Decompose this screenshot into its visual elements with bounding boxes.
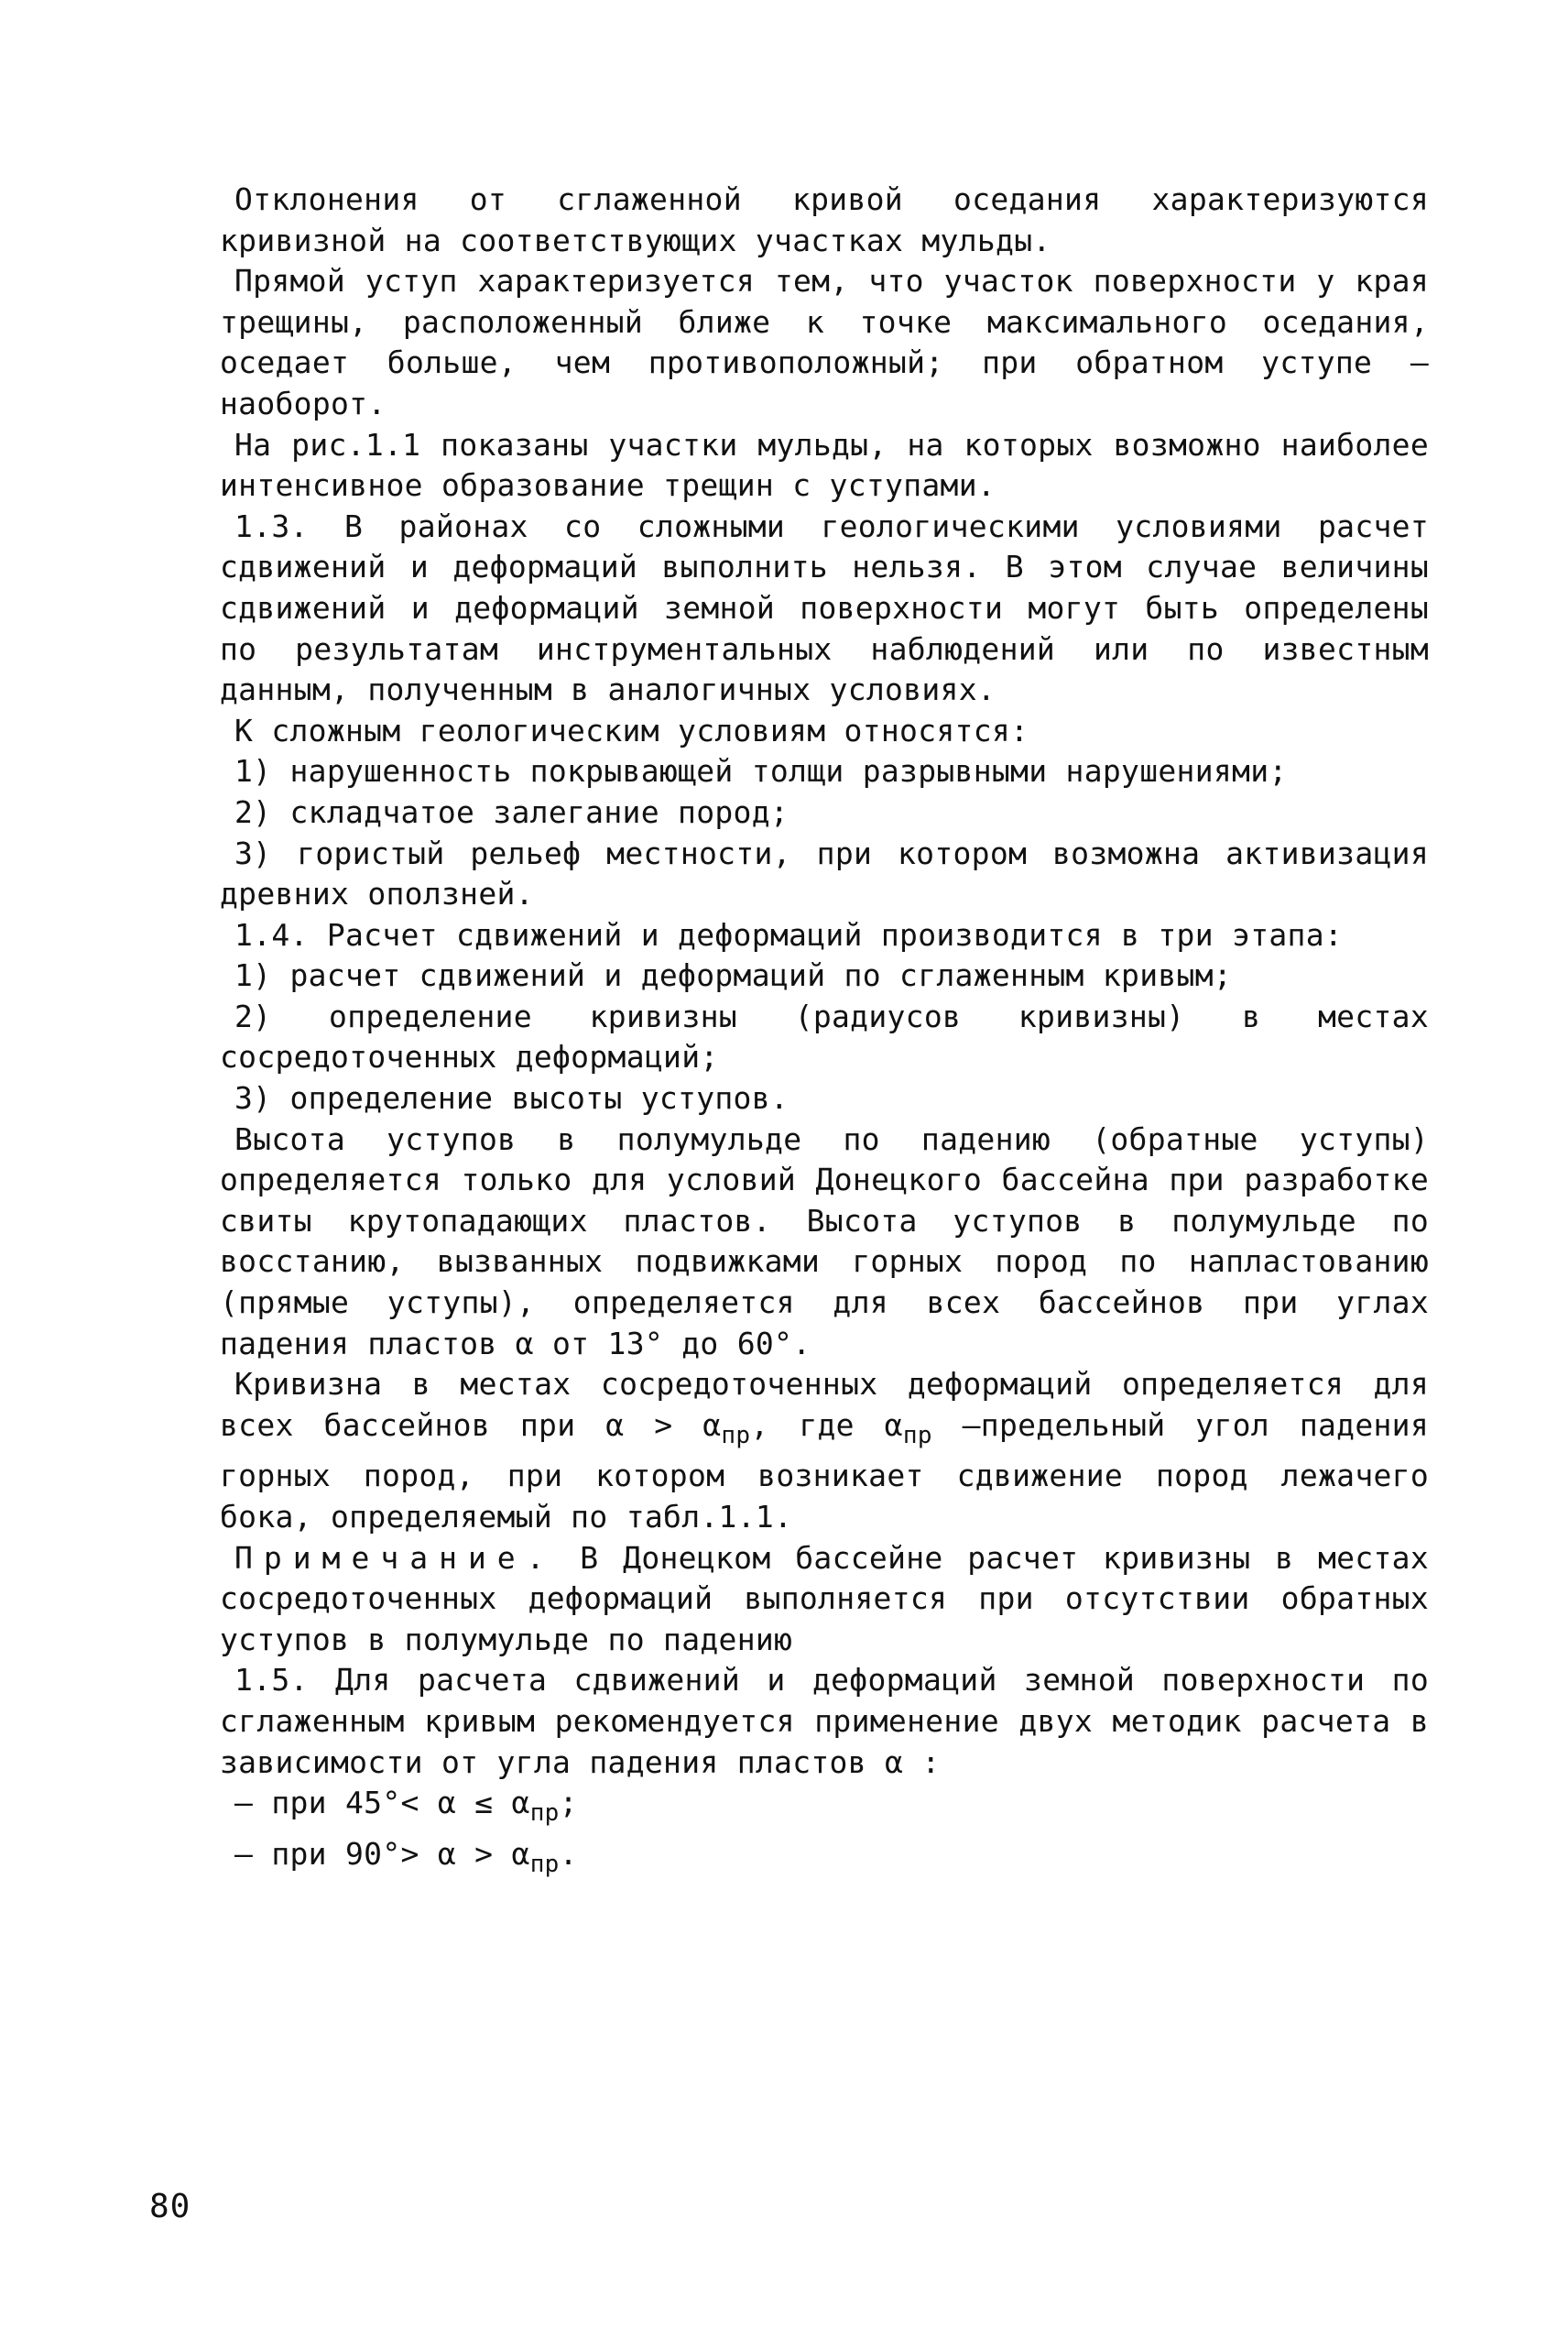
- list-item: 2) определение кривизны (радиусов кривизны) в местах сосредоточенных деформаций;: [220, 998, 1429, 1076]
- text-run: –предельный угол падения горных пород, при котором возникает сдвижение пород лежачего бока, определяемый по табл.1.1.: [220, 1406, 1429, 1535]
- list-item: 3) гористый рельеф местности, при котором возможна активизация древних оползней.: [220, 835, 1429, 912]
- text-run: – при 45°< α ≤ α: [234, 1785, 530, 1821]
- paragraph: 1.5. Для расчета сдвижений и деформаций земной поверхности по сглаженным кривым рекомендуется применение двух методик расчета в зависимости от угла падения пластов α :: [220, 1662, 1429, 1780]
- list-item: 1) нарушенность покрывающей толщи разрывными нарушениями;: [234, 753, 1288, 790]
- list-item: 3) определение высоты уступов.: [234, 1080, 789, 1117]
- note-text: В Донецком бассейне расчет кривизны в местах сосредоточенных деформаций выполняется при отсутствии обратных уступов в полумульде по падению: [220, 1539, 1429, 1657]
- paragraph: [220, 1364, 1429, 1537]
- subscript: пр: [529, 1850, 560, 1878]
- formula-line: [220, 1783, 1429, 1834]
- list-item: 1) расчет сдвижений и деформаций по сглаженным кривым;: [234, 957, 1233, 994]
- body-text: [220, 180, 1429, 1885]
- subscript: пр: [721, 1421, 751, 1449]
- page-number: 80: [149, 2188, 191, 2225]
- note-paragraph: [220, 1538, 1429, 1661]
- subscript: пр: [902, 1421, 932, 1449]
- text-run: , где α: [750, 1406, 903, 1443]
- text-run: – при 90°> α > α: [234, 1835, 530, 1872]
- formula-line: [220, 1834, 1429, 1885]
- list-item: 2) складчатое залегание пород;: [234, 793, 789, 830]
- note-label: Примечание.: [234, 1539, 556, 1576]
- paragraph: 1.3. В районах со сложными геологическими условиями расчет сдвижений и деформаций выполнить нельзя. В этом случае величины сдвижений и деформаций земной поверхности могут быть определены по результатам инструментальных наблюдений или по известным данным, полученным в аналогичных условиях.: [220, 508, 1429, 708]
- paragraph: На рис.1.1 показаны участки мульды, на которых возможно наиболее интенсивное образование трещин с уступами.: [220, 426, 1429, 504]
- paragraph: Отклонения от сглаженной кривой оседания характеризуются кривизной на соответствующих участках мульды.: [220, 181, 1429, 258]
- paragraph: 1.4. Расчет сдвижений и деформаций производится в три этапа:: [234, 916, 1344, 953]
- paragraph: Прямой уступ характеризуется тем, что участок поверхности у края трещины, расположенный ближе к точке максимального оседания, оседает больше, чем противоположный; при обратном уступе – наоборот.: [220, 263, 1429, 421]
- subscript: пр: [529, 1799, 560, 1828]
- paragraph: К сложным геологическим условиям относятся:: [234, 712, 1029, 748]
- paragraph: Высота уступов в полумульде по падению (обратные уступы) определяется только для условий Донецкого бассейна при разработке свиты крутопадающих пластов. Высота уступов в полумульде по восстанию, вызванных подвижками горных пород по напластованию (прямые уступы), определяется для всех бассейнов при углах падения пластов α от 13° до 60°.: [220, 1120, 1429, 1361]
- text-run: .: [559, 1835, 578, 1872]
- text-run: Кривизна в местах сосредоточенных деформаций определяется для всех бассейнов при α > α: [220, 1366, 1429, 1443]
- text-run: ;: [559, 1785, 578, 1821]
